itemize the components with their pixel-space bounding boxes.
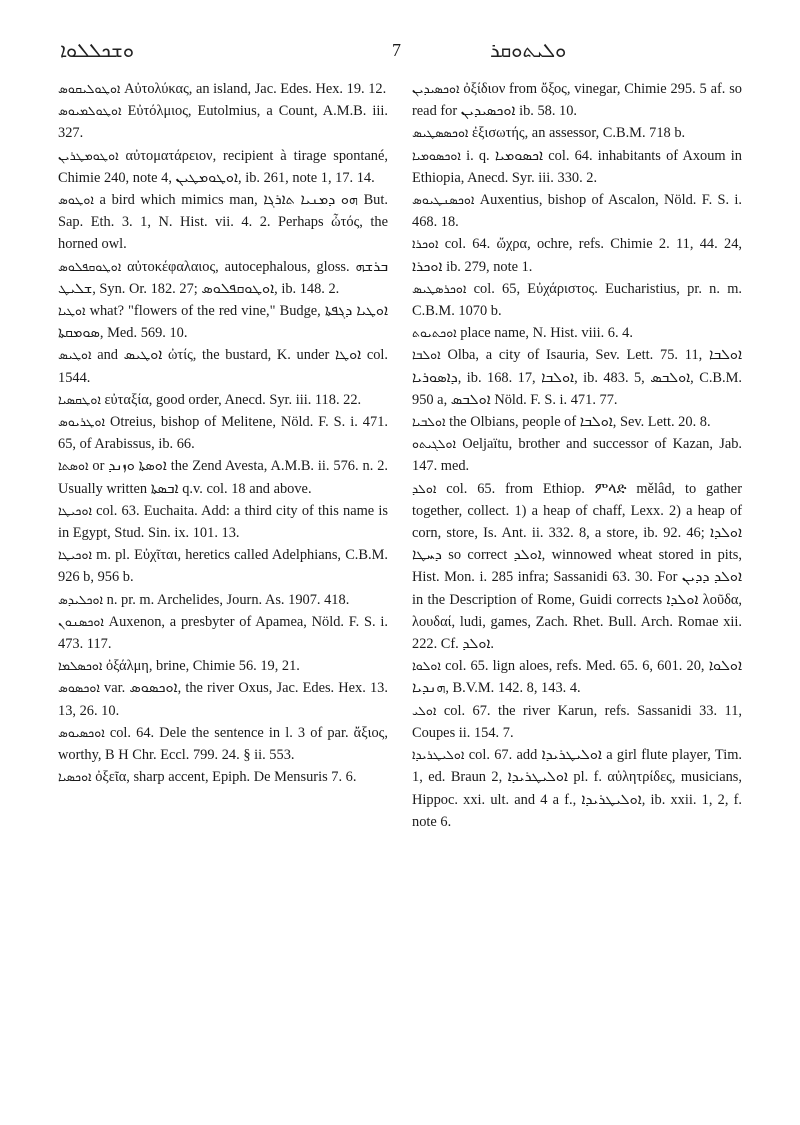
entry-text: or ܐܘܣܬܐ ܘܙܢܕ the Zend Avesta, A.M.B. ii. 576. n. 2. Usually written ܐܒܣܬܐ q.v. col. 18 and above. (58, 458, 388, 497)
entry-headword: ܐܘܛܘܡܛܪܝܢ (58, 147, 119, 163)
dictionary-entry (58, 411, 388, 455)
dictionary-entry (412, 478, 742, 656)
dictionary-entry (412, 145, 742, 189)
entry-text: a bird which mimics man, ܗܘ ܕܡܢܝܐ ܬܐܪܓܐ But. Sap. Eth. 3. 1, N. Hist. vii. 4. 2. Perhaps ὦτός, the horned owl. (58, 192, 388, 253)
entry-headword: ܐܘܟܣܣܛܝܣ (412, 125, 469, 141)
dictionary-entry (412, 322, 742, 344)
entry-text: the Olbians, people of ܐܘܠܒܐ, Sev. Lett. 20. 8. (449, 414, 711, 431)
page-number: 7 (392, 40, 401, 60)
dictionary-entry (412, 744, 742, 833)
dictionary-entry (412, 78, 742, 122)
entry-headword: ܐܘܟܣܢܛܝܘܣ (412, 192, 475, 208)
dictionary-entry (58, 256, 388, 300)
entry-text: n. pr. m. Archelides, Journ. As. 1907. 418. (106, 591, 350, 608)
entry-headword: ܐܘܟܣܝܕܝܢ (412, 81, 460, 96)
dictionary-entry (412, 122, 742, 144)
dictionary-entry (58, 500, 388, 544)
entry-text: ὀξάλμη, brine, Chimie 56. 19, 21. (105, 658, 300, 675)
entry-text: εὐταξία, good order, Anecd. Syr. iii. 118. 22. (104, 391, 362, 408)
entry-text: var. ܐܘܟܣܘܣ, the river Oxus, Jac. Edes. Hex. 13. 13, 26. 10. (58, 680, 388, 719)
dictionary-entry (412, 278, 742, 322)
entry-text: what? "flowers of the red vine," Budge, ܐܘܛܝܐ ܕܓܦܬܐ ܣܘܡܩܬܐ, Med. 569. 10. (58, 303, 389, 342)
entry-headword: ܐܘܟܣܝܐ (58, 769, 92, 785)
entry-text: col. 65. lign aloes, refs. Med. 65. 6, 601. 20, ܐܘܠܘܐ ܗܢܕܝܐ, B.V.M. 142. 8, 143. 4. (412, 658, 742, 697)
entry-headword: ܐܘܟܝܛܐ (58, 547, 92, 563)
entry-headword: ܐܘܠܝ (412, 702, 437, 718)
dictionary-entry (412, 700, 742, 744)
entry-headword: ܐܘܟܝܛܐ (58, 502, 92, 518)
entry-headword: ܐܘܟܪܣܛܝܣ (412, 280, 467, 296)
entry-headword: ܐܘܛܝܣ (58, 347, 92, 363)
dictionary-entry (412, 655, 742, 699)
entry-text: col. 65, Εὐχάριστος. Eucharistius, pr. n. m. C.B.M. 1070 b. (412, 280, 742, 320)
entry-headword: ܐܘܟܣܠܡܐ (58, 658, 103, 674)
entry-headword: ܐܘܟܪܐ (412, 236, 439, 252)
entry-text: col. 65. from Ethiop. ምላድ mělâd, to gather together, collect. 1) a heap of chaff, Lexx. 2) a heap of corn, store, Is. Ant. ii. 332. 8, a store, ib. 92. 46; ܐܘܠܕܐ ܕܚܛܐ so correct ܐܘܠܕ, winnowed wheat stored in pits, Hist. Mon. i. 285 infra; Sassanidi 63. 30. For ܐܘܠܕ ܕܕܝܢ in the Description of Rome, Guidi corrects ܐܘܠܕܐ λοῦδα, λουδαί, ludi, games, Zach. Rhet. Bull. Arch. Romae xii. 222. Cf. ܐܘܠܕ. (412, 480, 742, 653)
entry-headword: ܐܘܟܣܝܘܣ (58, 724, 105, 740)
entry-text: ἐξισωτής, an assessor, C.B.M. 718 b. (472, 125, 686, 142)
dictionary-entry (412, 344, 742, 411)
left-column (58, 78, 388, 789)
entry-headword: ܐܘܛܩܣܝܐ (58, 391, 101, 407)
dictionary-entry (58, 344, 388, 388)
dictionary-entry (58, 589, 388, 611)
entry-headword: ܐܘܛܘܠܡܝܘܣ (58, 103, 122, 119)
dictionary-entry (58, 145, 388, 189)
dictionary-entry (58, 544, 388, 588)
entry-text: Auxenon, a presbyter of Apamea, Nöld. F. S. i. 473. 117. (58, 613, 388, 653)
dictionary-entry (58, 766, 388, 788)
entry-headword: ܐܘܠܘܐ (412, 658, 441, 674)
entry-text: m. pl. Εὐχῖται, heretics called Adelphians, C.B.M. 926 b, 956 b. (58, 547, 388, 586)
entry-text: Auxentius, bishop of Ascalon, Nöld. F. S. i. 468. 18. (412, 192, 742, 231)
entry-headword: ܐܘܣܬܐ (58, 458, 89, 474)
entry-headword: ܐܘܛܝܐ (58, 303, 86, 319)
entry-text: col. 67. the river Karun, refs. Sassanidi 33. 11, Coupes ii. 154. 7. (412, 702, 742, 741)
entry-text: place name, N. Hist. viii. 6. 4. (460, 325, 633, 342)
entry-text: αὐτοματάρειον, recipient à tirage spontané, Chimie 240, note 4, ܐܘܛܘܡܛܝܢ, ib. 261, note 1, 17. 14. (58, 147, 388, 186)
dictionary-entry (412, 189, 742, 233)
entry-headword: ܐܘܠܝܛܪܝܕܐ (412, 747, 465, 763)
dictionary-entry (58, 722, 388, 766)
entry-text: col. 64. ὤχρα, ochre, refs. Chimie 2. 11, 44. 24, ܐܘܟܪܐ ib. 279, note 1. (412, 236, 742, 275)
dictionary-entry (58, 300, 388, 344)
entry-text: Olba, a city of Isauria, Sev. Lett. 75. 11, ܐܘܠܒܐ ܕܐܣܘܪܝܐ, ib. 168. 17, ܐܘܠܒܐ, ib. 483. 5, ܐܘܠܒܣ, C.B.M. 950 a, ܐܘܠܒܣ Nöld. F. S. i. 471. 77. (412, 347, 742, 408)
entry-text: and ܐܘܛܝܣ ὠτίς, the bustard, K. under ܐܘܛܐ col. 1544. (58, 347, 388, 386)
entry-headword: ܐܘܟܠܝܕܣ (58, 591, 104, 607)
entry-headword: ܐܘܟܣܢܘܢ (58, 613, 104, 629)
entry-text: αὐτοκέφαλαιος, autocephalous, gloss. ܒܪܫܗ ܫܠܝܛ, Syn. Or. 182. 27; ܐܘܛܘܩܦܠܘܣ, ib. 148. 2. (58, 258, 388, 297)
entry-text: i. q. ܐܟܣܘܡܝܐ col. 64. inhabitants of Axoum in Ethiopia, Anecd. Syr. iii. 330. 2. (412, 147, 742, 186)
dictionary-entry (58, 189, 388, 256)
entry-headword: ܐܘܠܕ (412, 480, 437, 496)
entry-headword: ܐܘܟܣܘܣ (58, 680, 100, 696)
entry-text: col. 64. Dele the sentence in l. 3 of par. ἄξιος, worthy, B H Chr. Eccl. 799. 24. § ii. 553. (58, 724, 388, 764)
right-column (412, 78, 742, 833)
entry-headword: ܐܘܟܣܘܡܝܐ (412, 147, 461, 163)
entry-headword: ܐܘܠܒܝܐ (412, 414, 446, 430)
dictionary-entry (412, 233, 742, 277)
entry-text: Oeljaïtu, brother and successor of Kazan, Jab. 147. med. (412, 436, 742, 475)
entry-text: ὀξεῖα, sharp accent, Epiph. De Mensuris 7. 6. (95, 769, 357, 786)
entry-text: Αὐτολύκας, an island, Jac. Edes. Hex. 19. 12. (124, 81, 387, 97)
running-header (0, 38, 800, 68)
entry-text: Εὐτόλμιος, Eutolmius, a Count, A.M.B. iii. 327. (58, 103, 388, 142)
header-right-syriac: ܘܠܝܬܘܩܪ (490, 38, 567, 62)
entry-headword: ܐܘܛܘܩܦܠܘܣ (58, 258, 122, 274)
dictionary-entry (58, 455, 388, 499)
entry-text: col. 63. Euchaita. Add: a third city of this name is in Egypt, Stud. Sin. ix. 101. 13. (58, 502, 388, 542)
dictionary-entry (412, 411, 742, 433)
header-left-syriac: ܘܫܟܠܠܘܐ (60, 38, 134, 62)
dictionary-entry (58, 78, 388, 100)
entry-headword: ܐܘܠܓܝܬܘ (412, 436, 456, 452)
entry-headword: ܐܘܟܬܝܘܬ (412, 325, 457, 341)
entry-headword: ܐܘܛܪܝܘܣ (58, 414, 106, 430)
entry-headword: ܐܘܛܘܠܝܩܘܣ (58, 81, 121, 96)
dictionary-entry (58, 389, 388, 411)
entry-text: Otreius, bishop of Melitene, Nöld. F. S. i. 471. 65, of Arabissus, ib. 66. (58, 414, 388, 453)
entry-text: col. 67. add ܐܘܠܝܛܪܝܕܐ a girl flute player, Tim. 1, ed. Braun 2, ܐܘܠܝܛܪܝܕܐ pl. f. αὐλητρίδες, musicians, Hippoc. xxi. ult. and 4 a f., ܐܘܠܝܛܪܝܕܐ, ib. xxii. 1, 2, f. note 6. (412, 747, 742, 830)
dictionary-entry (58, 677, 388, 721)
entry-text: ὀξίδιον from ὄξος, vinegar, Chimie 295. 5 af. so read for ܐܘܟܣܝܕܝܢ ib. 58. 10. (412, 81, 742, 120)
entry-headword: ܐܘܛܘܣ (58, 192, 94, 208)
entry-headword: ܐܘܠܒܐ (412, 347, 441, 363)
dictionary-entry (58, 611, 388, 655)
dictionary-entry (412, 433, 742, 477)
dictionary-entry (58, 100, 388, 144)
dictionary-entry (58, 655, 388, 677)
